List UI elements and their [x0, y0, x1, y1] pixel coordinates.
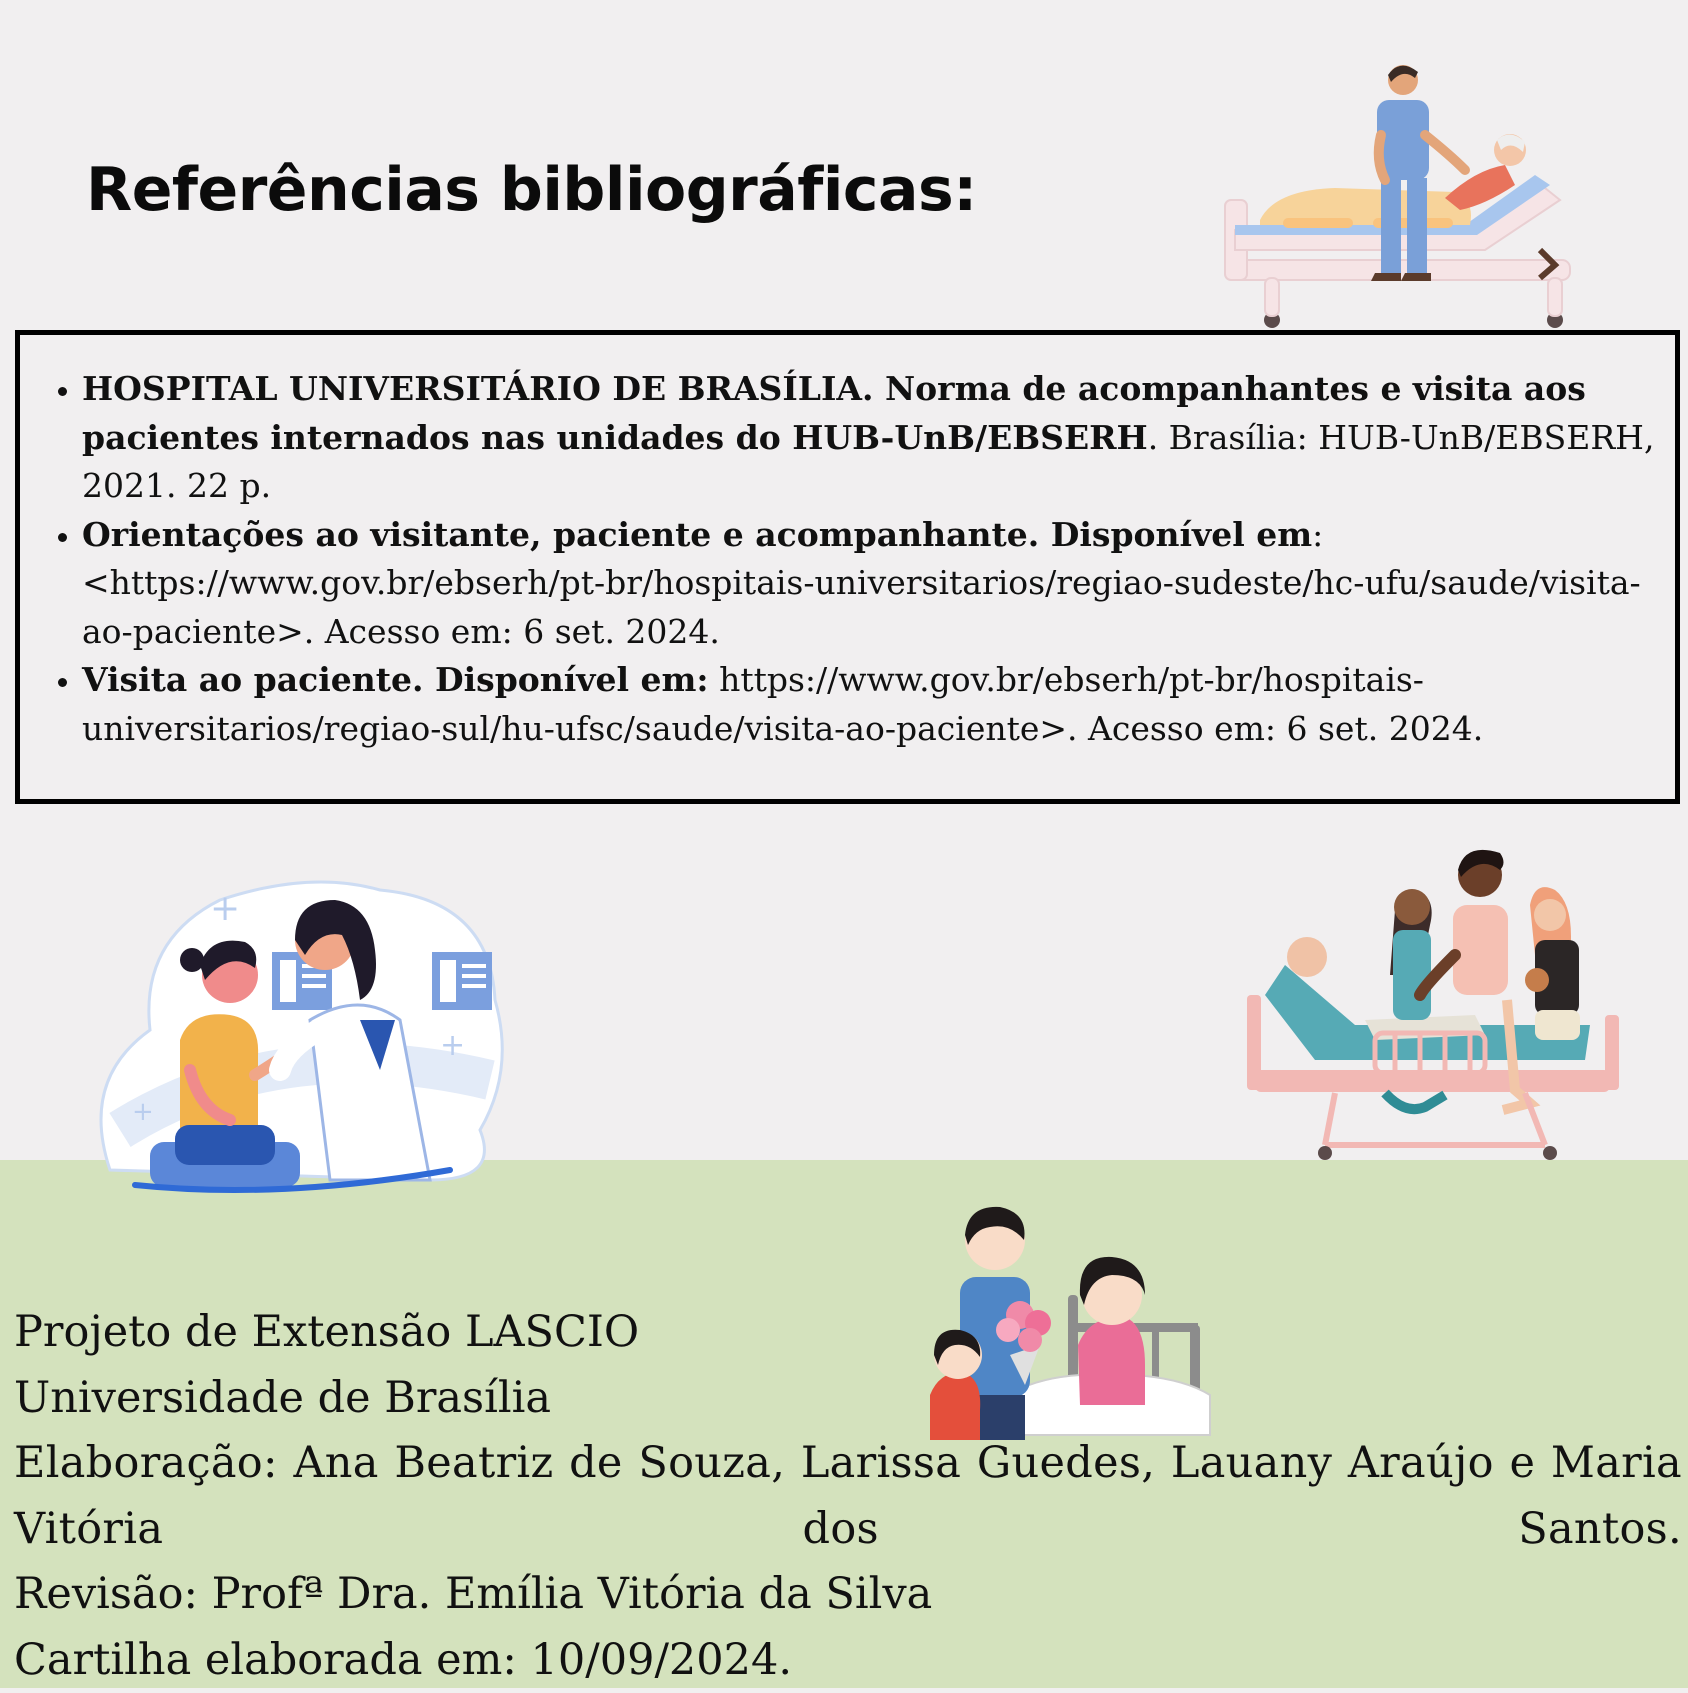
reference-title: Visita ao paciente. Disponível em:: [82, 660, 709, 699]
reference-item: [82, 365, 1655, 511]
reference-item: [82, 656, 1655, 753]
reference-title: HOSPITAL UNIVERSITÁRIO DE BRASÍLIA. Norma de acompanhantes e visita aos pacientes internados nas unidades do HUB-UnB/EBSERH: [82, 369, 1586, 457]
svg-text:+: +: [210, 888, 240, 929]
svg-text:+: +: [440, 1028, 465, 1063]
family-visit-illustration: [1245, 845, 1635, 1165]
nurse-patient-illustration: [1215, 60, 1600, 330]
page-title: Referências bibliográficas:: [86, 155, 977, 225]
project-name: Projeto de Extensão LASCIO: [14, 1300, 1682, 1366]
reference-details: . Brasília: HUB-UnB/EBSERH, 2021. 22 p.: [82, 418, 1654, 506]
creation-date: Cartilha elaborada em: 10/09/2024.: [14, 1628, 1682, 1693]
revision-credit: Revisão: Profª Dra. Emília Vitória da Silva: [14, 1562, 1682, 1628]
svg-text:+: +: [132, 1097, 154, 1127]
reference-details: https://www.gov.br/ebserh/pt-br/hospitais-universitarios/regiao-sul/hu-ufsc/saude/visita-ao-paciente>. Acesso em: 6 set. 2024.: [82, 660, 1483, 748]
credits-section: [14, 1300, 1682, 1693]
references-box: [15, 330, 1680, 804]
university-name: Universidade de Brasília: [14, 1366, 1682, 1432]
doctor-exam-illustration: [80, 880, 520, 1195]
reference-item: [82, 511, 1655, 657]
references-list: [35, 365, 1655, 753]
elaboration-authors: Elaboração: Ana Beatriz de Souza, Larissa Guedes, Lauany Araújo e Maria Vitória dos Santos.: [14, 1431, 1682, 1562]
reference-details: : <https://www.gov.br/ebserh/pt-br/hospitais-universitarios/regiao-sudeste/hc-ufu/saude/visita-ao-paciente>. Acesso em: 6 set. 2024.: [82, 515, 1641, 651]
reference-title: Orientações ao visitante, paciente e acompanhante. Disponível em: [82, 515, 1312, 554]
